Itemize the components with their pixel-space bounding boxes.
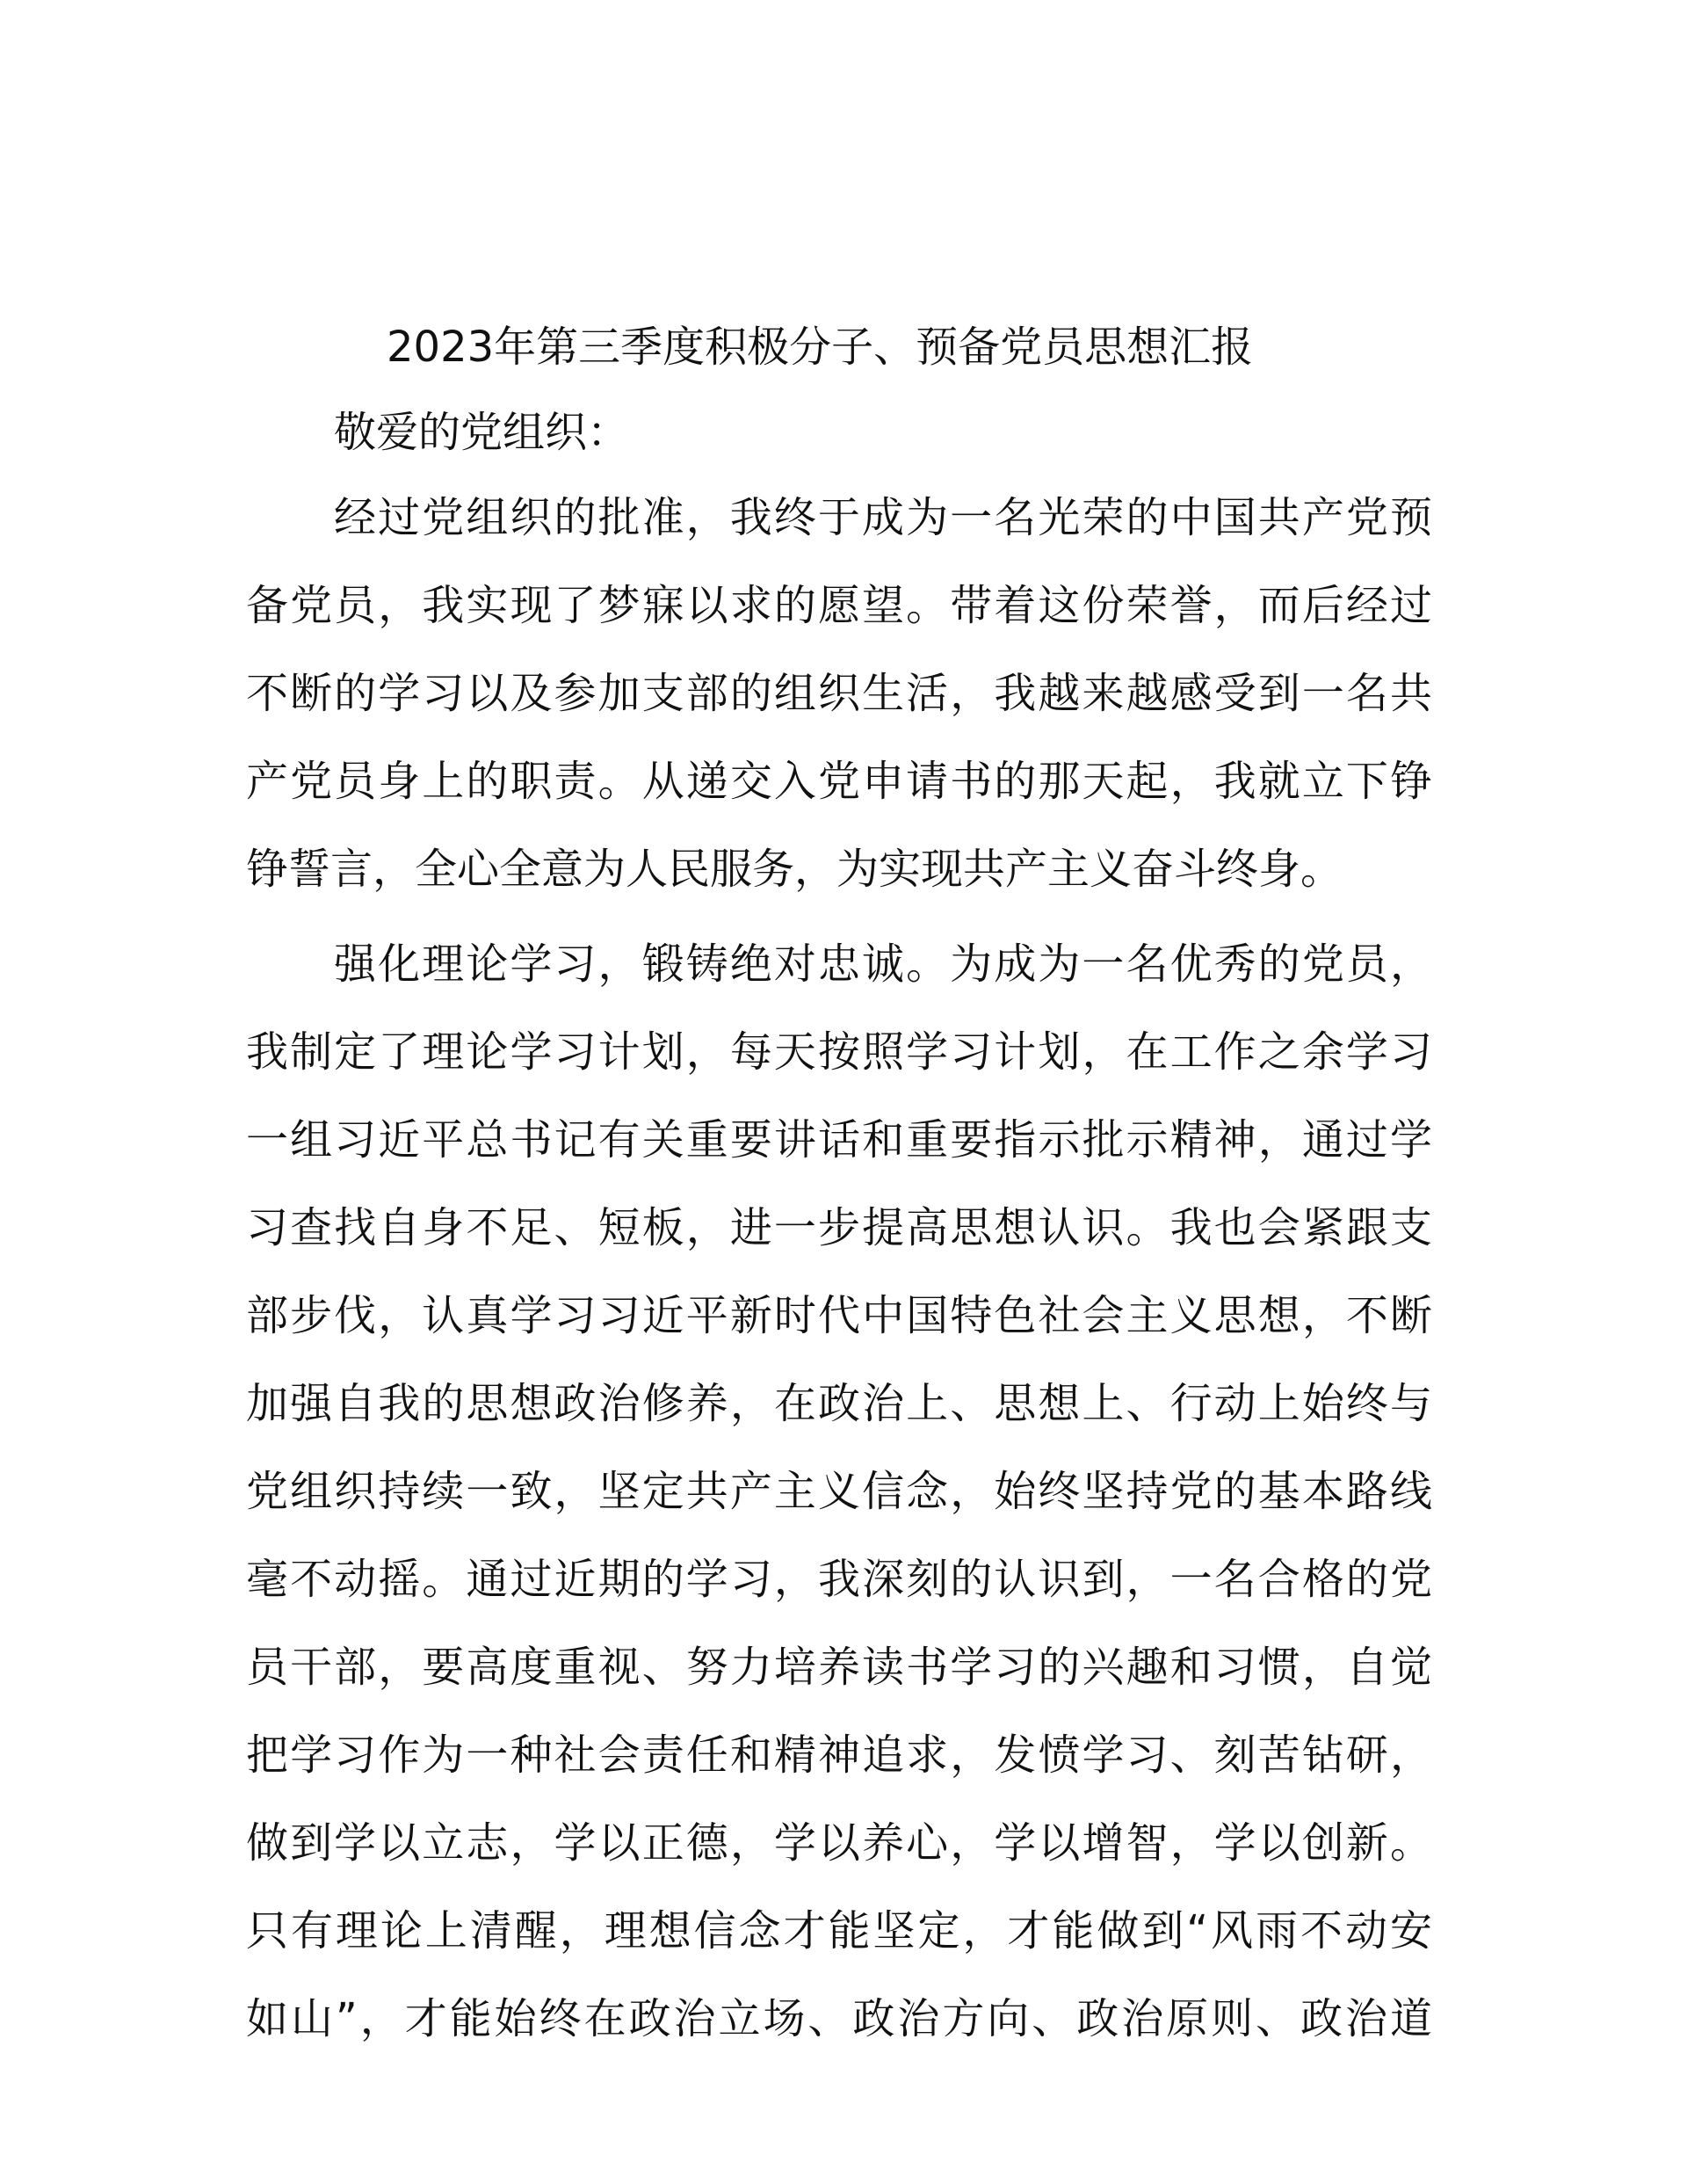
paragraph-line: 如山”，才能始终在政治立场、政治方向、政治原则、政治道	[246, 1994, 1432, 2043]
paragraph-line: 把学习作为一种社会责任和精神追求，发愤学习、刻苦钻研，	[246, 1731, 1432, 1780]
paragraph-line: 只有理论上清醒，理想信念才能坚定，才能做到“风雨不动安	[246, 1906, 1432, 1955]
paragraph-1	[246, 474, 1432, 913]
paragraph-line: 部步伐，认真学习习近平新时代中国特色社会主义思想，不断	[246, 1291, 1432, 1340]
paragraph-line: 产党员身上的职责。从递交入党申请书的那天起，我就立下铮	[246, 757, 1432, 806]
paragraph-line: 党组织持续一致，坚定共产主义信念，始终坚持党的基本路线	[246, 1467, 1432, 1516]
paragraph-line: 我制定了理论学习计划，每天按照学习计划，在工作之余学习	[246, 1027, 1432, 1077]
paragraph-line: 备党员，我实现了梦寐以求的愿望。带着这份荣誉，而后经过	[246, 581, 1432, 630]
paragraph-line: 做到学以立志，学以正德，学以养心，学以增智，学以创新。	[246, 1818, 1432, 1868]
paragraph-line: 不断的学习以及参加支部的组织生活，我越来越感受到一名共	[246, 669, 1432, 718]
document-title: 2023年第三季度积极分子、预备党员思想汇报	[387, 323, 1254, 372]
salutation: 敬爱的党组织：	[334, 408, 630, 457]
paragraph-line: 加强自我的思想政治修养，在政治上、思想上、行动上始终与	[246, 1379, 1432, 1428]
paragraph-line: 员干部，要高度重视、努力培养读书学习的兴趣和习惯，自觉	[246, 1643, 1432, 1692]
paragraph-line: 铮誓言，全心全意为人民服务，为实现共产主义奋斗终身。	[246, 845, 1343, 894]
paragraph-line: 毫不动摇。通过近期的学习，我深刻的认识到，一名合格的党	[246, 1555, 1432, 1604]
paragraph-line: 经过党组织的批准，我终于成为一名光荣的中国共产党预	[334, 493, 1432, 542]
paragraph-line: 一组习近平总书记有关重要讲话和重要指示批示精神，通过学	[246, 1115, 1432, 1165]
paragraph-line: 强化理论学习，锻铸绝对忠诚。为成为一名优秀的党员，	[334, 940, 1432, 989]
paragraph-2	[246, 920, 1432, 2063]
paragraph-line: 习查找自身不足、短板，进一步提高思想认识。我也会紧跟支	[246, 1203, 1432, 1252]
document-content	[246, 303, 1432, 2063]
